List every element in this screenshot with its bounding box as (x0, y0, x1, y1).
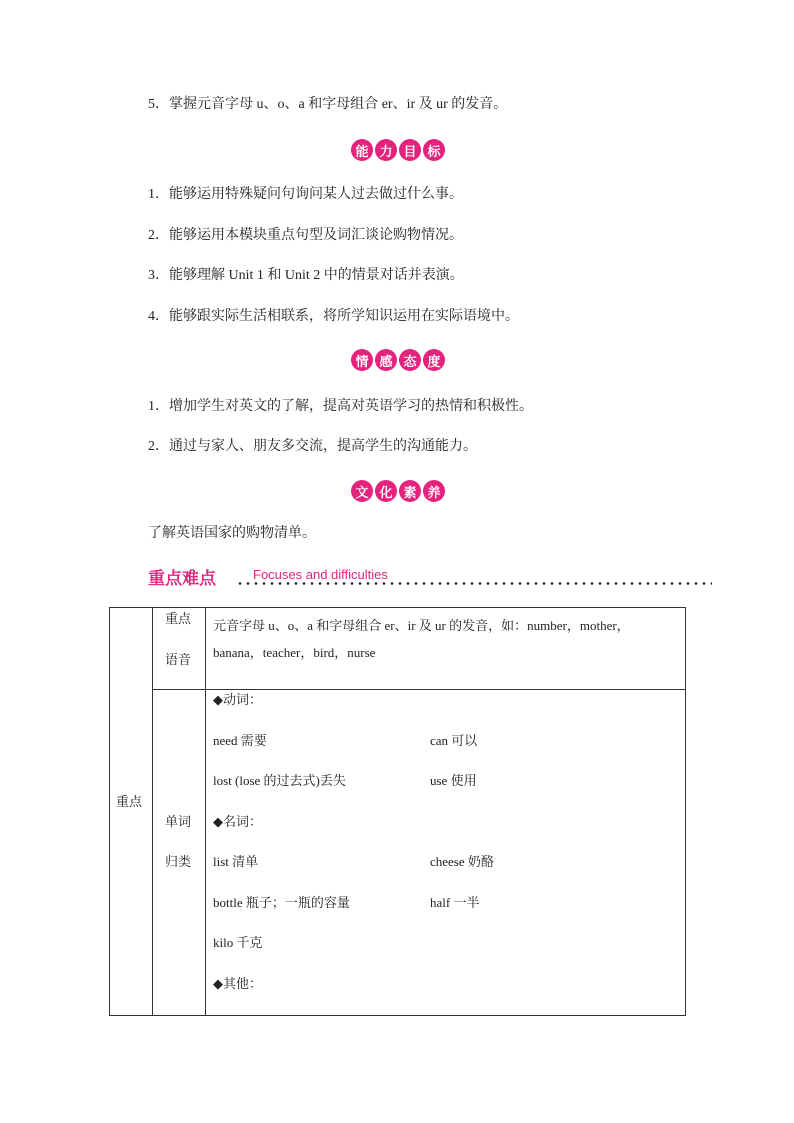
table-divider (152, 607, 153, 1016)
culture-text: 了解英语国家的购物清单。 (148, 526, 316, 541)
words-label: 归类 (165, 854, 192, 869)
word-entry: use 使用 (430, 773, 477, 788)
emotion-item: 1．增加学生对英文的了解，提高对英语学习的热情和积极性。 (148, 399, 533, 414)
pronunciation-text: banana，teacher，bird，nurse (213, 645, 376, 660)
pronunciation-label: 重点 (165, 611, 192, 626)
table-divider (205, 607, 206, 1016)
emotion-item: 2．通过与家人、朋友多交流，提高学生的沟通能力。 (148, 439, 477, 454)
emotion-heading-char: 感 (375, 349, 397, 371)
word-entry: lost (lose 的过去式)丢失 (213, 773, 346, 788)
dotted-divider (236, 582, 712, 585)
ability-heading-char: 力 (375, 139, 397, 161)
pronunciation-text: 元音字母 u、o、a 和字母组合 er、ir 及 ur 的发音，如：number，mother， (213, 618, 630, 633)
word-entry: need 需要 (213, 733, 267, 748)
table-category: 重点 (116, 794, 143, 809)
verbs-heading: ◆动词： (213, 692, 262, 707)
others-heading: ◆其他： (213, 976, 262, 991)
emotion-heading (351, 349, 445, 371)
culture-heading (351, 480, 445, 502)
focus-table (109, 607, 686, 1016)
word-entry: cheese 奶酪 (430, 854, 494, 869)
culture-heading-char: 文 (351, 480, 373, 502)
culture-heading-char: 素 (399, 480, 421, 502)
ability-heading (351, 139, 445, 161)
section-title: 重点难点 (148, 569, 216, 589)
ability-item: 4．能够跟实际生活相联系，将所学知识运用在实际语境中。 (148, 309, 519, 324)
ability-item: 3．能够理解 Unit 1 和 Unit 2 中的情景对话并表演。 (148, 268, 464, 283)
culture-heading-char: 化 (375, 480, 397, 502)
word-entry: half 一半 (430, 895, 480, 910)
words-label: 单词 (165, 814, 192, 829)
pronunciation-label: 语音 (165, 652, 192, 667)
word-entry: can 可以 (430, 733, 478, 748)
emotion-heading-char: 度 (423, 349, 445, 371)
section-subtitle: Focuses and difficulties (253, 567, 388, 582)
table-divider (152, 689, 686, 690)
emotion-heading-char: 态 (399, 349, 421, 371)
word-entry: list 清单 (213, 854, 259, 869)
culture-heading-char: 养 (423, 480, 445, 502)
ability-heading-char: 目 (399, 139, 421, 161)
ability-item: 1．能够运用特殊疑问句询问某人过去做过什么事。 (148, 187, 463, 202)
ability-item: 2．能够运用本模块重点句型及词汇谈论购物情况。 (148, 228, 463, 243)
nouns-heading: ◆名词： (213, 814, 262, 829)
ability-heading-char: 标 (423, 139, 445, 161)
word-entry: bottle 瓶子；一瓶的容量 (213, 895, 350, 910)
ability-heading-char: 能 (351, 139, 373, 161)
objective-item-5: 5．掌握元音字母 u、o、a 和字母组合 er、ir 及 ur 的发音。 (148, 97, 508, 112)
emotion-heading-char: 情 (351, 349, 373, 371)
word-entry: kilo 千克 (213, 935, 263, 950)
